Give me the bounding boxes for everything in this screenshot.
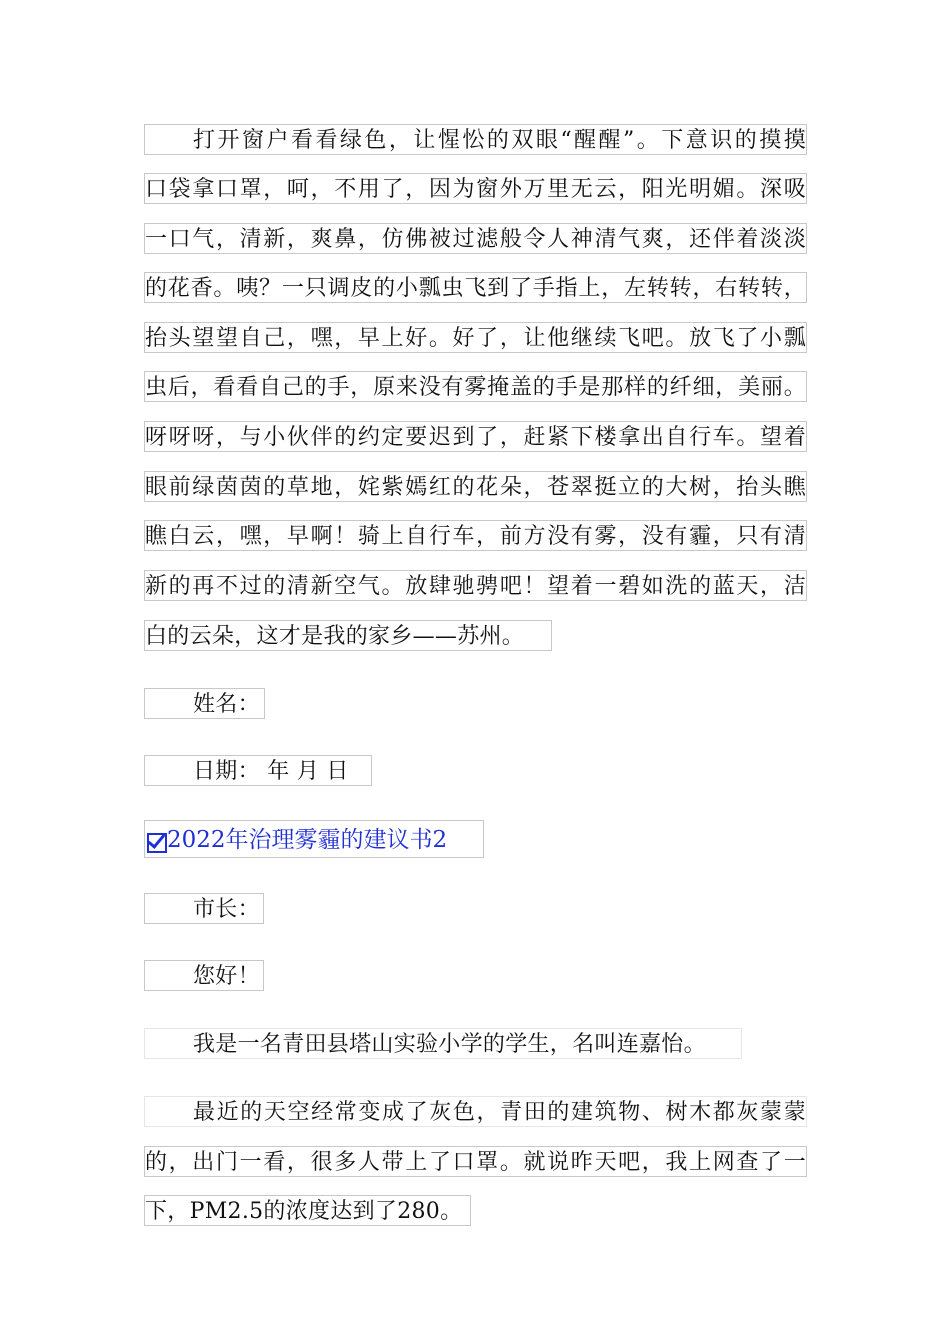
greeting: 您好！ — [144, 960, 264, 991]
paragraph-2-line-1: 最近的天空经常变成了灰色，青田的建筑物、树木都灰蒙蒙 — [144, 1096, 807, 1127]
paragraph-1-line-1: 打开窗户看看绿色，让惺忪的双眼“醒醒”。下意识的摸摸 — [144, 124, 807, 155]
date-label: 日期： 年 月 日 — [144, 755, 372, 786]
salutation: 市长： — [144, 893, 264, 924]
paragraph-1-line-6: 虫后，看看自己的手，原来没有雾掩盖的手是那样的纤细，美丽。 — [144, 371, 807, 402]
section-heading — [144, 820, 484, 858]
paragraph-1-line-4: 的花香。咦？一只调皮的小瓢虫飞到了手指上，左转转，右转转， — [144, 272, 807, 303]
paragraph-1-line-10: 新的再不过的清新空气。放肆驰骋吧！望着一碧如洗的蓝天，洁 — [144, 570, 807, 601]
paragraph-1-line-5: 抬头望望自己，嘿，早上好。好了，让他继续飞吧。放飞了小瓢 — [144, 322, 807, 353]
paragraph-1-line-9: 瞧白云，嘿，早啊！骑上自行车，前方没有雾，没有霾，只有清 — [144, 520, 807, 551]
paragraph-2-line-3: 下，PM2.5的浓度达到了280。 — [144, 1195, 471, 1226]
paragraph-2-line-2: 的，出门一看，很多人带上了口罩。就说昨天吧，我上网查了一 — [144, 1146, 807, 1177]
paragraph-1-line-8: 眼前绿茵茵的草地，姹紫嫣红的花朵，苍翠挺立的大树，抬头瞧 — [144, 471, 807, 502]
paragraph-1-line-7: 呀呀呀，与小伙伴的约定要迟到了，赶紧下楼拿出自行车。望着 — [144, 421, 807, 452]
section-heading-text: 2022年治理雾霾的建议书2 — [167, 827, 448, 853]
checkbox-checked-icon — [147, 833, 167, 853]
name-label: 姓名： — [144, 688, 265, 719]
intro-line: 我是一名青田县塔山实验小学的学生，名叫连嘉怡。 — [144, 1028, 742, 1059]
paragraph-1-line-3: 一口气，清新，爽鼻，仿佛被过滤般令人神清气爽，还伴着淡淡 — [144, 223, 807, 254]
paragraph-1-line-11: 白的云朵，这才是我的家乡——苏州。 — [144, 620, 552, 651]
paragraph-1-line-2: 口袋拿口罩，呵，不用了，因为窗外万里无云，阳光明媚。深吸 — [144, 173, 807, 204]
